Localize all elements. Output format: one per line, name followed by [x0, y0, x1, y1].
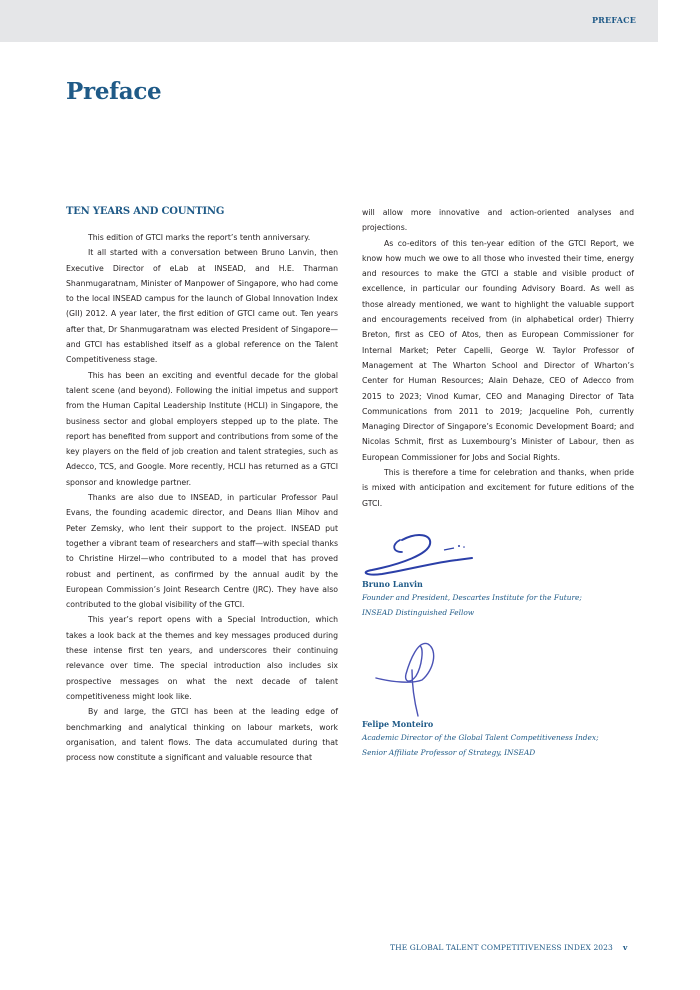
page-title: Preface — [66, 78, 162, 105]
signatory-name: Bruno Lanvin — [362, 579, 423, 589]
running-header-section-label: PREFACE — [591, 15, 636, 25]
page-number: v — [622, 943, 628, 952]
paragraph: As co-editors of this ten-year edition of the GTCI Report, we know how much we owe to all those who invested their time, energy and resources to make the GTCI a stable and visible product of excellence, in particular our founding Advisory Board. As well as those already mentioned, we want to highlight the valuable support and encouragements received from (in alphabetical order) Thierry Breton, first as CEO of Atos, then as European Commissioner for Internal Market; Peter Capelli, George W. Taylor Professor of Management at The Wharton School and Director of Wharton’s Center for Human Resources; Alain Dehaze, CEO of Adecco from 2015 to 2023; Vinod Kumar, CEO and Managing Director of Tata Communications from 2011 to 2019; Jacqueline Poh, currently Managing Director of Singapore’s Economic Development Board; and Nicolas Schmit, first as Luxembourg’s Minister of Labour, then as European Commissioner for Jobs and Social Rights. — [362, 238, 634, 462]
signatory-title: INSEAD Distinguished Fellow — [362, 607, 475, 617]
text-column-left — [66, 205, 338, 765]
running-header-bar — [0, 0, 658, 42]
signatory-name: Felipe Monteiro — [362, 719, 434, 729]
paragraph: By and large, the GTCI has been at the leading edge of benchmarking and analytical thinking on labour markets, work organisation, and talent flows. The data accumulated during that process now constitute a significant and valuable resource that — [66, 707, 338, 763]
footer-publication-title: THE GLOBAL TALENT COMPETITIVENESS INDEX 2023 — [390, 943, 613, 952]
paragraph: This year’s report opens with a Special Introduction, which takes a look back at the themes and key messages produced during these intense first ten years, and underscores their continuing relevance over time. The special introduction also includes six prospective messages on what the next decade of talent competitiveness might look like. — [66, 615, 338, 701]
signatory-title: Academic Director of the Global Talent Competitiveness Index; — [362, 733, 599, 742]
paragraph: This has been an exciting and eventful decade for the global talent scene (and beyond). Following the initial impetus and support from the Human Capital Leadership Institute (HCLI) in Singapore, the business sector and global employers stepped up to the plate. The report has benefited from support and contributions from some of the key players on the field of job creation and talent strategies, such as Adecco, TCS, and Google. More recently, HCLI has returned as a GTCI sponsor and knowledge partner. — [66, 370, 338, 487]
signatory-title: Founder and President, Descartes Institute for the Future; — [362, 593, 582, 602]
signatory-title: Senior Affiliate Professor of Strategy, INSEAD — [362, 747, 536, 757]
paragraph-continuation: will allow more innovative and action-oriented analyses and projections. — [362, 208, 634, 233]
signature-lanvin-icon — [362, 530, 492, 578]
paragraph: This edition of GTCI marks the report’s tenth anniversary. — [88, 233, 311, 242]
signature-block-lanvin — [362, 530, 652, 620]
signature-monteiro-icon — [362, 640, 462, 718]
text-column-right — [362, 205, 634, 511]
running-footer — [390, 943, 627, 952]
paragraph: This is therefore a time for celebration and thanks, when pride is mixed with anticipation and excitement for future editions of the GTCI. — [362, 468, 634, 508]
paragraph: It all started with a conversation between Bruno Lanvin, then Executive Director of eLab at INSEAD, and H.E. Tharman Shanmugaratnam, Minister of Manpower of Singapore, who had come to the local INSEAD campus for the launch of Global Innovation Index (GII) 2012. A year later, the first edition of GTCI came out. Ten years after that, Dr Shanmugaratnam was elected President of Singapore—and GTCI has established itself as a global reference on the Talent Competitiveness stage. — [66, 248, 338, 365]
paragraph: Thanks are also due to INSEAD, in particular Professor Paul Evans, the founding academic director, and Deans Ilian Mihov and Peter Zemsky, who lent their support to the project. INSEAD put together a vibrant team of researchers and staff—with special thanks to Christine Hirzel—who contributed to a model that has proved robust and pertinent, as confirmed by the annual audit by the European Commission’s Joint Research Centre (JRC). They have also contributed to the global visibility of the GTCI. — [66, 493, 338, 610]
section-heading: TEN YEARS AND COUNTING — [66, 206, 225, 217]
signature-block-monteiro — [362, 640, 652, 760]
